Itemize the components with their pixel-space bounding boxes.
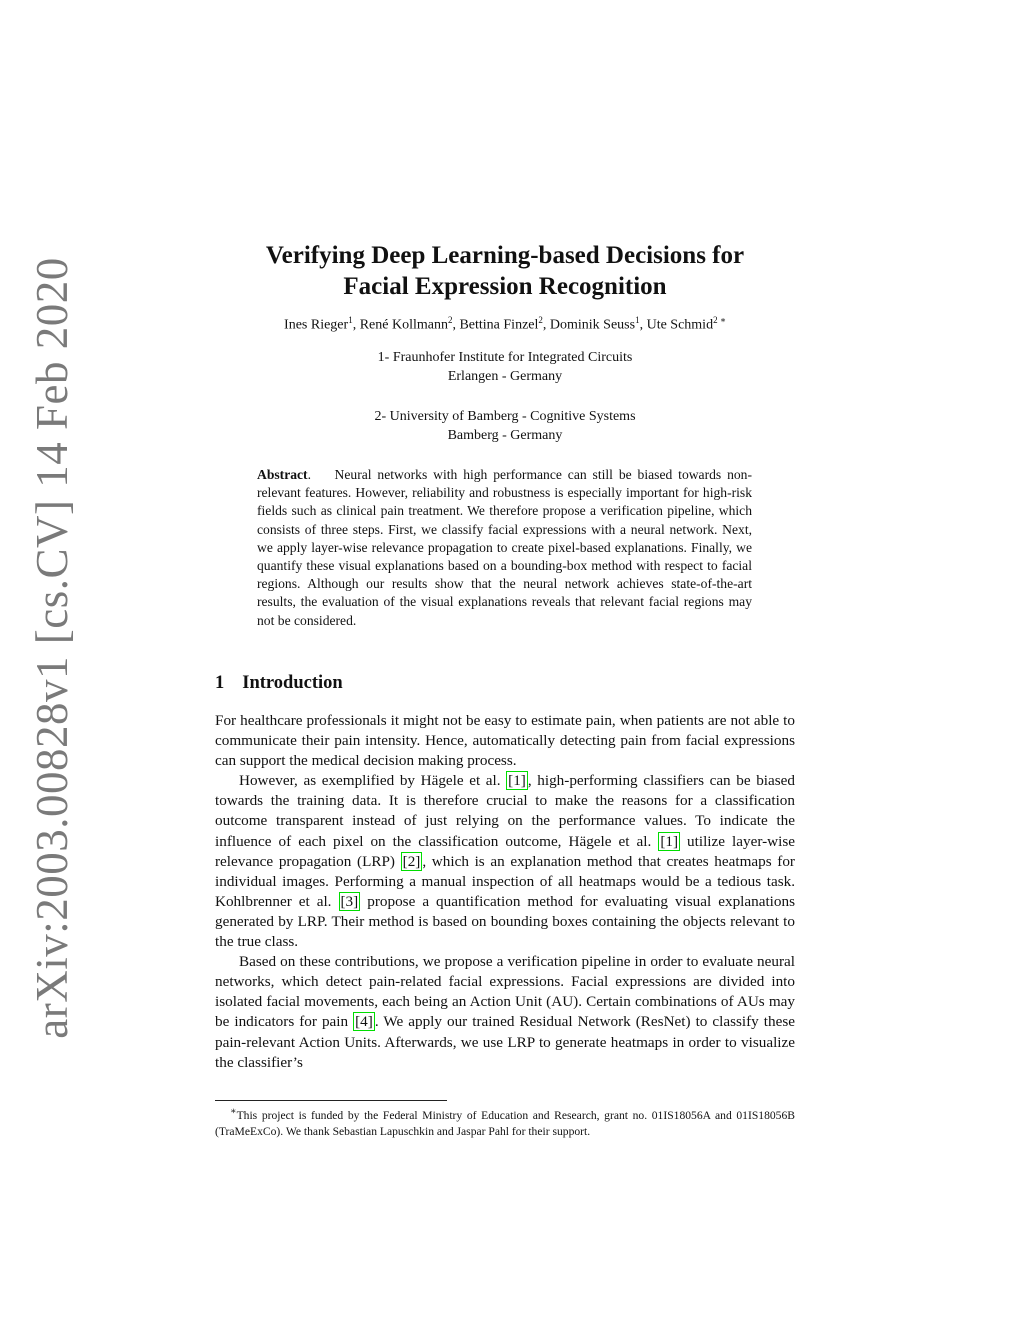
author-separator: , xyxy=(542,317,550,333)
footnote-marker: ∗ xyxy=(717,315,726,325)
affiliation-location: Erlangen - Germany xyxy=(447,369,563,384)
paragraph xyxy=(215,952,795,1073)
author-name: Ines Rieger xyxy=(284,317,349,333)
text-run: Based on these contributions, we propose a verification pipeline in order to evaluate neural networks, which detect pain-related facial expressions. Facial expressions are divided into isolated facial movements, each being an Action Unit (AU). Certain combinations of AUs may be indicators for pain xyxy=(215,953,795,1031)
title-line-2: Facial Expression Recognition xyxy=(343,273,667,300)
citation-link[interactable]: [1] xyxy=(508,772,526,790)
affiliation-2 xyxy=(180,407,830,445)
abstract-label-punct: . xyxy=(307,467,311,482)
author-separator: , xyxy=(352,317,360,333)
citation-link[interactable]: [1] xyxy=(660,832,679,850)
arxiv-identifier: arXiv:2003.00828v1 [cs.CV] 14 Feb 2020 xyxy=(27,257,77,1039)
author-name: René Kollmann xyxy=(359,317,448,333)
abstract xyxy=(257,466,752,630)
author-list xyxy=(180,315,830,334)
citation-link[interactable]: [2] xyxy=(402,852,421,870)
paragraph: For healthcare professionals it might not be easy to estimate pain, when patients are not able to communicate their pain intensity. Hence, automatically detecting pain from facial expressions can support the medical decision making process. xyxy=(215,712,795,770)
text-run: However, as exemplified by Hägele et al. xyxy=(239,772,507,790)
section-heading-introduction xyxy=(215,673,343,694)
text-run: utilize layer-wise relevance propagation (LRP) xyxy=(215,832,795,870)
footnote xyxy=(215,1104,795,1140)
footnote-marker: ∗ xyxy=(230,1106,237,1117)
section-number: 1 xyxy=(215,673,225,693)
author-affiliation-mark: 2 xyxy=(713,315,718,325)
author-affiliation-mark: 2 xyxy=(538,315,543,325)
author-separator: , xyxy=(452,317,460,333)
citation-link[interactable]: [4] xyxy=(355,1013,373,1031)
title-line-1: Verifying Deep Learning-based Decisions for xyxy=(265,242,745,269)
author-name: Dominik Seuss xyxy=(549,317,636,333)
abstract-text: Neural networks with high performance can still be biased towards non-relevant features. However, reliability and robustness is especially important for high-risk fields such as clinical pain treatment. We therefore propose a verification pipeline, which consists of three steps. First, we classify facial expressions with a neural network. Next, we apply layer-wise relevance propagation to create pixel-based explanations. Finally, we quantify these visual explanations based on a bounding-box method with respect to facial regions. Although our results show that the neural network achieves state-of-the-art results, the evaluation of the visual explanations reveals that relevant facial regions may not be considered. xyxy=(257,467,753,628)
citation-link[interactable]: [3] xyxy=(340,892,359,910)
footnote-divider xyxy=(215,1100,447,1101)
author-affiliation-mark: 2 xyxy=(447,315,453,325)
author-name: Bettina Finzel xyxy=(459,317,539,333)
text-run: , high-performing classifiers can be biased towards the training data. It is therefore crucial to make the reasons for a classification outcome transparent instead of just relying on the performance values. To indicate the influence of each pixel on the classification outcome, Hägele et al. xyxy=(215,772,795,850)
author-name: Ute Schmid xyxy=(646,317,714,333)
affiliation-location: Bamberg - Germany xyxy=(447,428,563,443)
author-affiliation-mark: 1 xyxy=(635,315,640,325)
section-title: Introduction xyxy=(242,673,343,693)
text-run: , which is an explanation method that creates heatmaps for individual images. Performing a manual inspection of all heatmaps would be a tedious task. Kohlbrenner et al. xyxy=(215,852,795,910)
affiliation-name: 1- Fraunhofer Institute for Integrated Circuits xyxy=(377,350,633,365)
text-run: . We apply our trained Residual Network (ResNet) to classify these pain-relevant Action Units. Afterwards, we use LRP to generate heatmaps in order to visualize the classifier’s xyxy=(215,1013,795,1071)
abstract-label: Abstract xyxy=(257,467,308,482)
affiliation-1 xyxy=(180,348,830,386)
author-affiliation-mark: 1 xyxy=(348,315,353,325)
text-run: propose a quantification method for evaluating visual explanations generated by LRP. Their method is based on bounding boxes containing the objects relevant to the true class. xyxy=(215,892,795,951)
paper-title xyxy=(180,240,830,302)
author-separator: , xyxy=(639,317,647,333)
paragraph xyxy=(215,771,795,952)
introduction-body xyxy=(215,711,795,1073)
affiliation-name: 2- University of Bamberg - Cognitive Systems xyxy=(374,409,636,424)
footnote-text: This project is funded by the Federal Ministry of Education and Research, grant no. 01IS18056A and 01IS18056B (TraMeExCo). We thank Sebastian Lapuschkin and Jaspar Pahl for their support. xyxy=(215,1108,795,1138)
